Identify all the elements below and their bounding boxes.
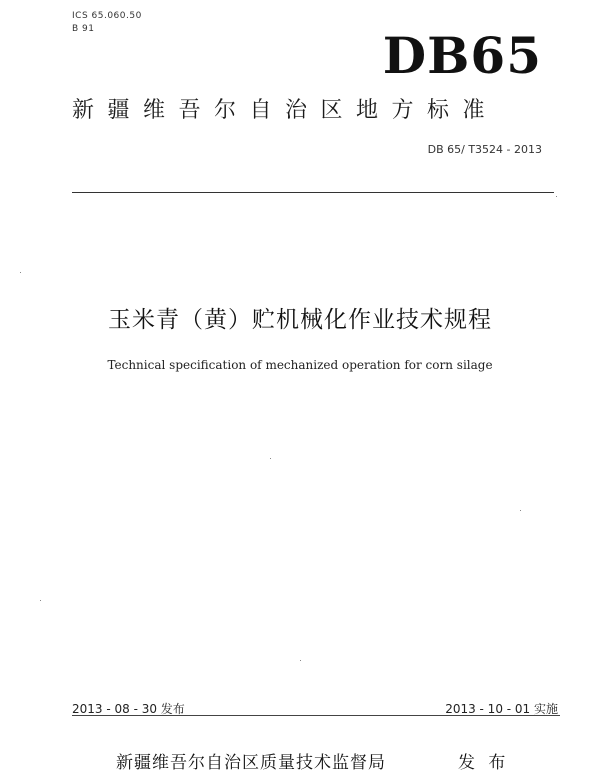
publish-label: 发 布 [458,753,510,773]
scan-speck [20,272,21,273]
ccs-code: B 91 [72,24,95,34]
implementation-date: 2013 - 10 - 01 实施 [445,702,558,716]
scan-speck [40,600,41,601]
classification-codes [72,10,142,36]
ics-code: ICS 65.060.50 [72,11,142,21]
standard-number: DB 65/ T3524 - 2013 [427,143,542,156]
agency-title: 新疆维吾尔自治区地方标准 [72,98,499,123]
scan-speck [300,660,301,661]
scan-speck [556,196,557,197]
issue-date: 2013 - 08 - 30 发布 [72,702,185,716]
scan-speck [520,510,521,511]
document-title-chinese: 玉米青（黄）贮机械化作业技术规程 [108,307,492,333]
document-title-english: Technical specification of mechanized operation for corn silage [107,358,493,372]
header-divider [72,192,554,193]
standard-code: DB65 [382,26,542,85]
publisher-name: 新疆维吾尔自治区质量技术监督局 [116,753,386,773]
scan-speck [270,458,271,459]
footer-divider [72,715,560,716]
